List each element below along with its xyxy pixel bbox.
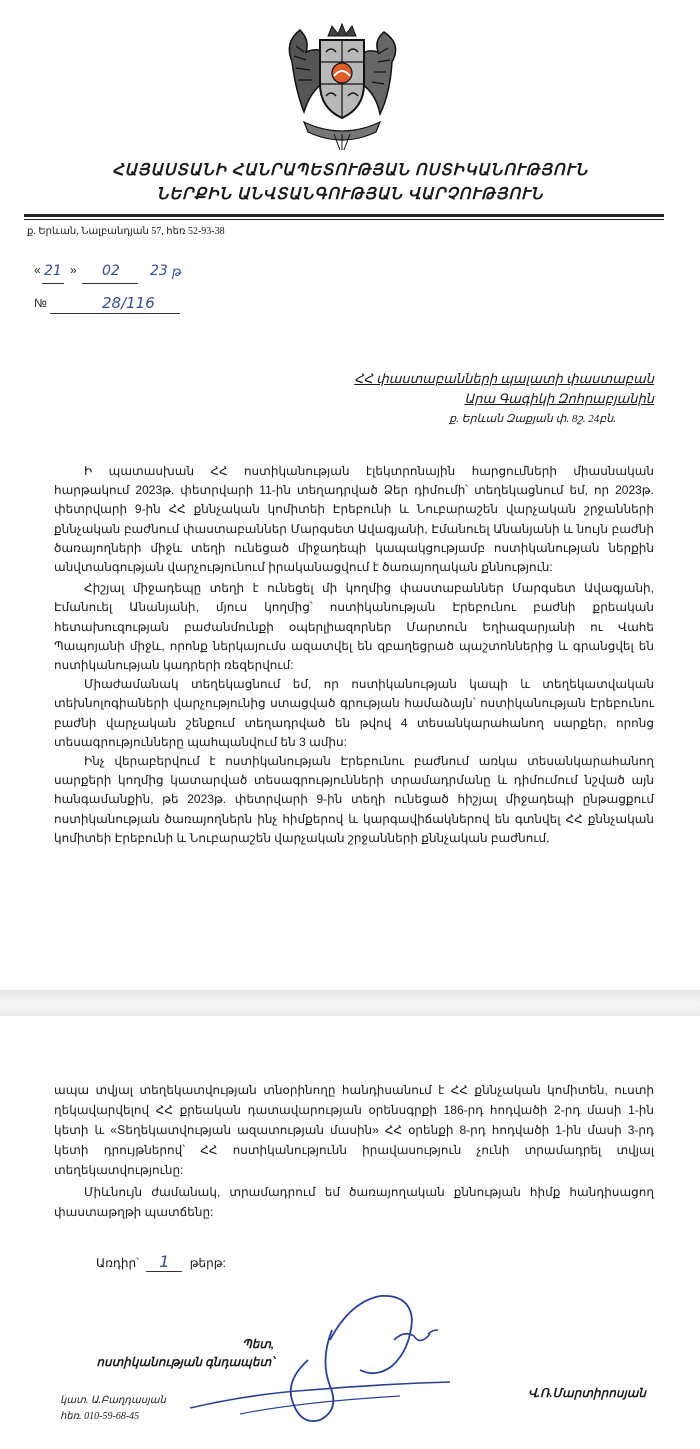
header-rule-thin: [24, 219, 664, 220]
body-paragraph: Ի պատասխան ՀՀ ոստիկանության էլեկտրոնային հարցումների միասնական հարթակում 2023թ. փետրվարի 11-ին տեղադրված Ձեր դիմումի՝ տեղեկացնում եմ, որ 2023թ. փետրվարի 9-ին ՀՀ քննչական կոմիտեի Էրեբունի և Նուբարաշեն վարչական շրջանների քննչական բաժնում փաստաբաններ Մարգսետ Ավագյանի, Էմանուել Անանյանի և նույն բաժնի ծառայողների միջև տեղի ունեցած միջադեպի կապակցությամբ ոստիկանության ներքին անվտանգության վարչությունում իրականացվում է ծառայողական քննություն:: [54, 464, 654, 575]
ministry-title: ՀԱՅԱՍՏԱՆԻ ՀԱՆՐԱՊԵՏՈՒԹՅԱՆ ՈՍՏԻԿԱՆՈՒԹՅՈՒՆ: [112, 162, 588, 179]
recipient-name: Արա Գագիկի Զոհրաբյանին: [464, 391, 654, 406]
body-paragraph: Միաժամանակ տեղեկացնում եմ, որ ոստիկանության կապի և տեղեկատվական տեխնոլոգիաների վարչությունից ստացված գրության համաձայն՝ ոստիկանության Էրեբունու բաժնի վարչական շենքում տեղադրված են թվով 4 տեսանկարահանող սարքեր, որոնց տեսագրությունները պահպանվում են 3 ամիս:: [54, 677, 654, 749]
attachment-line: [96, 1252, 226, 1272]
signatory-title-1: Պետ,: [242, 1337, 274, 1351]
recipient-address: ք. Երևան Զաքյան փ. 8շ. 24բն.: [449, 413, 616, 425]
recipient-line-1: ՀՀ փաստաբանների պալատի փաստաբան: [354, 371, 654, 386]
body-paragraph: Միևնույն ժամանակ, տրամադրում եմ ծառայողական քննության հիմք հանդիսացող փաստաթղթի պատճենը:: [54, 1185, 654, 1219]
attachment-label: Առդիր՝: [96, 1256, 139, 1270]
document-number: 28/116: [102, 294, 155, 312]
signatory-name: Վ.Ռ.Մարտիրոսյան: [528, 1386, 646, 1400]
coat-of-arms-emblem: [280, 22, 404, 152]
body-paragraph: Հիշյալ միջադեպը տեղի է ունեցել մի կողմից փաստաբաններ Մարգսետ Ավագյանի, Էմանուել Անանյանի, մյուս կողմից՝ ոստիկանության Էրեբունու բաժնի քրեական հետախուզության բաժանմունքի օպերլիազորներ Մարտուն Եղիազարյանի ու Վահե Պապոյանի միջև, որոնք ներկայումս ազատվել են զբաղեցրած պաշտոններից և գրանցվել են ոստիկանության կադրերի ռեզերվում:: [54, 581, 654, 673]
date-year-suffix: թ: [172, 265, 182, 280]
signatory-title-2: ոստիկանության գնդապետ՝: [96, 1355, 274, 1369]
month-underline: [82, 283, 138, 284]
handwritten-signature: [180, 1290, 470, 1440]
attachment-count: 1: [146, 1252, 182, 1272]
number-underline: [50, 313, 180, 314]
day-underline: [42, 283, 64, 284]
department-title: ՆԵՐՔԻՆ ԱՆՎՏԱՆԳՈՒԹՅԱՆ ՎԱՐՉՈՒԹՅՈՒՆ: [156, 186, 544, 203]
date-year: 23: [150, 263, 168, 279]
executor-name: կատ. Ա.Բաղդասյան: [60, 1395, 166, 1406]
header-rule-thick: [24, 214, 664, 217]
date-close-quote: »: [70, 263, 77, 277]
number-label: №: [34, 296, 47, 310]
body-paragraph: ապա տվյալ տեղեկատվության տնօրինողը հանդիսանում է ՀՀ քննչական կոմիտեն, ուստի ղեկավարվելով ՀՀ քրեական դատավարության օրենսգրքի 186-րդ հոդվածի 2-րդ մասի 1-ին կետի և «Տեղեկատվության ազատության մասին» ՀՀ օրենքի 8-րդ հոդվածի 1-ին մասի 3-րդ կետի դրույթներով՝ ՀՀ ոստիկանությունն իրավասություն չունի տրամադրել տվյալ տեղեկատվությունը:: [54, 1083, 654, 1177]
attachment-unit: թերթ:: [189, 1256, 226, 1270]
page-separator: [0, 990, 700, 1016]
executor-phone: հեռ. 010-59-68-45: [60, 1411, 140, 1422]
date-month: 02: [102, 263, 120, 279]
letter-body-page-2: [54, 1080, 654, 1222]
date-day: 21: [44, 263, 62, 279]
letter-body-page-1: [54, 462, 654, 848]
body-paragraph: Ինչ վերաբերվում է ոստիկանության Էրեբունու բաժնում առկա տեսանկարահանող սարքերի կողմից կատարված տեսագրությունների տրամադրմանը և դիմումում նշված այն հանգամանքին, թե 2023թ. փետրվարի 9-ին տեղի ունեցած հիշյալ միջադեպի ընթացքում ոստիկանության ծառայողներն ինչ հիմքերով և կարգավիճակներով են գտնվել ՀՀ քննչական կոմիտեի Էրեբունի և Նուբարաշեն վարչական շրջանների քննչական բաժնում,: [54, 754, 654, 845]
date-open-quote: «: [34, 263, 41, 277]
letterhead-address: ք. Երևան, Նալբանդյան 57, հեռ 52-93-38: [27, 226, 225, 237]
